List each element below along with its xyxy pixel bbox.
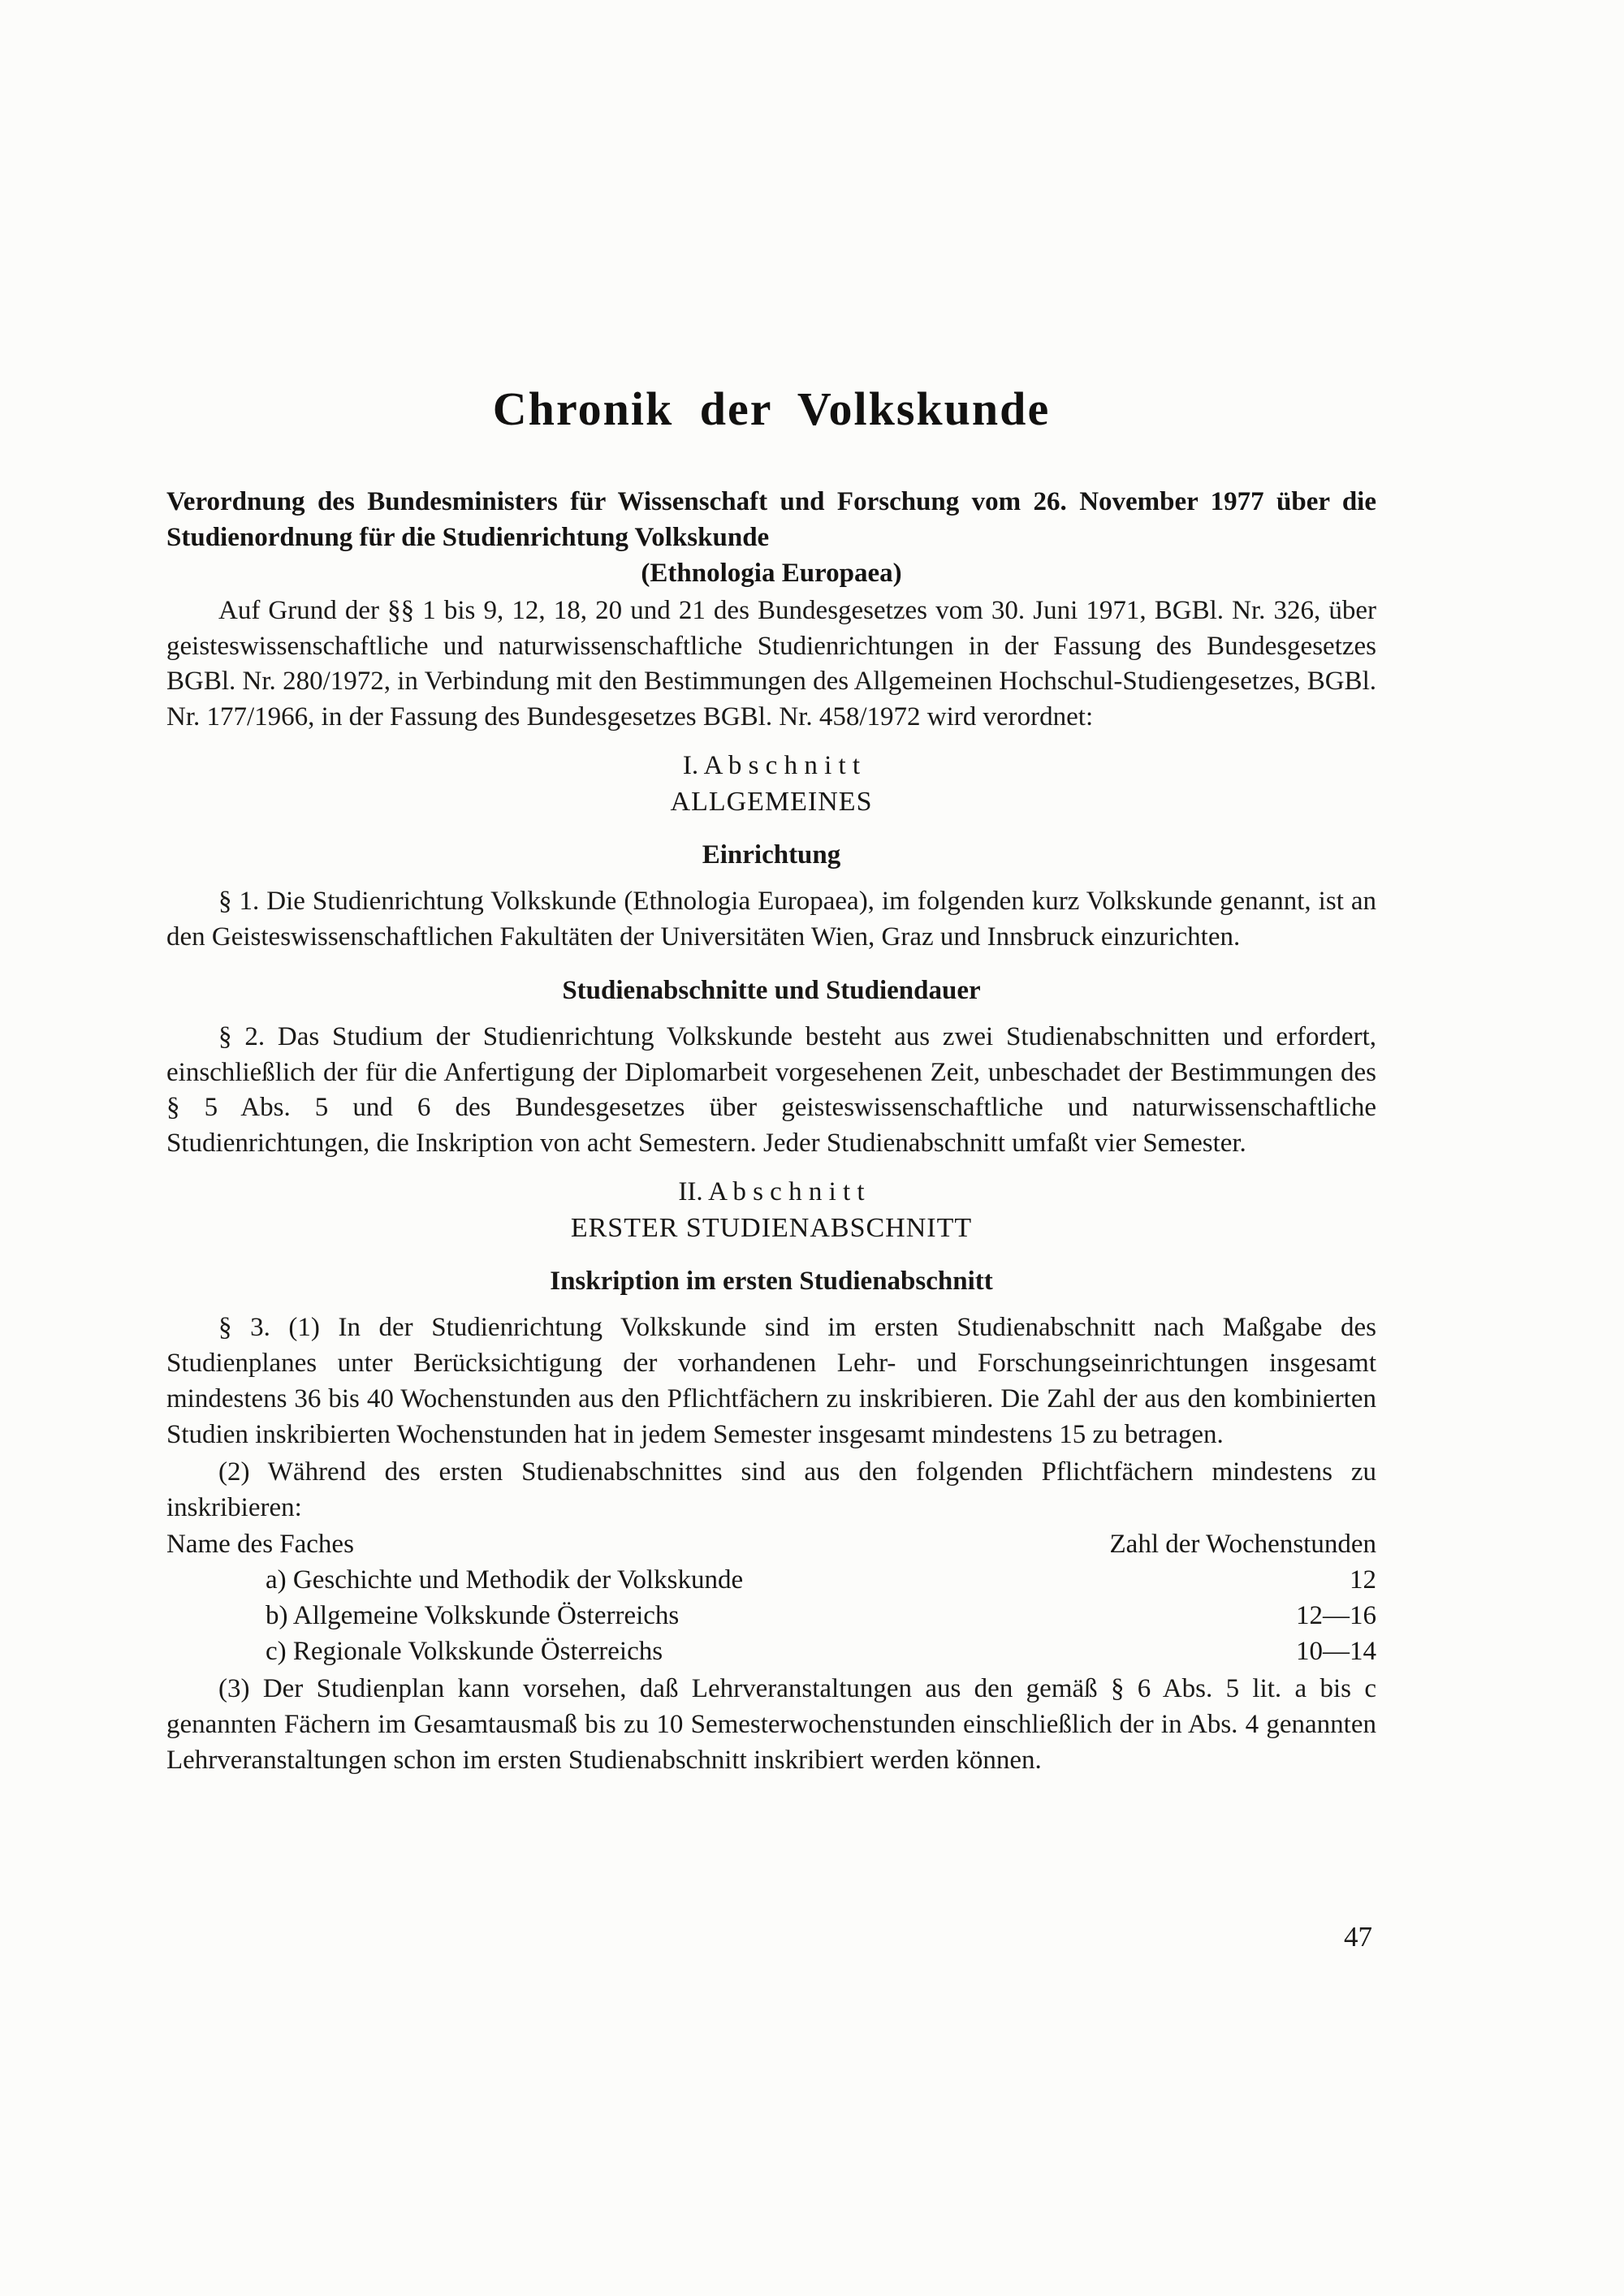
subjects-table-header-row [166,1527,1376,1563]
subjects-table [166,1527,1376,1670]
paragraph-3-1: § 3. (1) In der Studienrichtung Volkskunde sind im ersten Studienabschnitt nach Maßgabe des Studienplanes unter Berücksichtigung der vorhandenen Lehr- und Forschungseinrichtungen insgesamt mindestens 36 bis 40 Wochenstunden aus den Pflichtfächern zu inskribieren. Die Zahl der aus den kombinierten Studien inskribierten Wochenstunden hat in jedem Semester insgesamt mindestens 15 zu betragen. [166,1313,1376,1449]
page-title: Chronik der Volkskunde [492,382,1051,435]
section-2-title: ERSTER STUDIENABSCHNITT [570,1213,973,1244]
hours-cell: 12 [1350,1565,1376,1595]
decree-heading-subtitle: (Ethnologia Europaea) [641,558,902,588]
subject-cell: a) Geschichte und Methodik der Volkskunde [266,1565,744,1595]
text-column [166,382,1376,1779]
paragraph-3-3: (3) Der Studienplan kann vorsehen, daß Lehrveranstaltungen aus den gemäß § 6 Abs. 5 lit. a bis c genannten Fächern im Gesamtausmaß bis zu 10 Semesterwochenstunden einschließlich der in Abs. 4 genannten Lehrveranstaltungen schon im ersten Studienabschnitt inskribiert werden können. [166,1673,1376,1775]
table-row [166,1634,1376,1670]
hours-cell: 12—16 [1296,1601,1376,1631]
decree-heading: Verordnung des Bundesministers für Wissenschaft und Forschung vom 26. November 1977 über die Studienordnung für die Studienrichtung Volkskunde [166,487,1376,552]
heading-inskription: Inskription im ersten Studienabschnitt [550,1267,993,1297]
section-1-label: I. A b s c h n i t t [682,751,861,781]
paragraph-1: § 1. Die Studienrichtung Volkskunde (Ethnologia Europaea), im folgenden kurz Volkskunde genannt, ist an den Geisteswissenschaftlichen Fakultäten der Universitäten Wien, Graz und Innsbruck einzurichten. [166,887,1376,952]
paragraph-3-2: (2) Während des ersten Studienabschnittes sind aus den folgenden Pflichtfächern mindestens zu inskribieren: [166,1457,1376,1522]
paragraph-2: § 2. Das Studium der Studienrichtung Volkskunde besteht aus zwei Studienabschnitten und erfordert, einschließlich der für die Anfertigung der Diplomarbeit vorgesehenen Zeit, unbeschadet der Bestimmungen des § 5 Abs. 5 und 6 des Bundesgesetzes über geisteswissenschaftliche und naturwissenschaftliche Studienrichtungen, die Inskription von acht Semestern. Jeder Studienabschnitt umfaßt vier Semester. [166,1021,1376,1159]
subject-cell: c) Regionale Volkskunde Österreichs [266,1637,663,1667]
subject-cell: b) Allgemeine Volkskunde Österreichs [266,1601,680,1631]
section-1-title: ALLGEMEINES [670,787,873,817]
table-row [166,1563,1376,1599]
hours-cell: 10—14 [1296,1637,1376,1667]
heading-studienabschnitte: Studienabschnitte und Studiendauer [562,975,981,1005]
hours-column-header: Zahl der Wochenstunden [1109,1530,1376,1560]
section-2-label: II. A b s c h n i t t [678,1177,865,1207]
subjects-column-header: Name des Faches [166,1530,354,1560]
legal-basis-paragraph: Auf Grund der §§ 1 bis 9, 12, 18, 20 und 21 des Bundesgesetzes vom 30. Juni 1971, BGBl. Nr. 326, über geisteswissenschaftliche und naturwissenschaftliche Studienrichtungen in der Fassung des Bundesgesetzes BGBl. Nr. 280/1972, in Verbindung mit den Bestimmungen des Allgemeinen Hochschul-Studiengesetzes, BGBl. Nr. 177/1966, in der Fassung des Bundesgesetzes BGBl. Nr. 458/1972 wird verordnet: [166,595,1376,732]
page-number: 47 [1344,1921,1372,1953]
heading-einrichtung: Einrichtung [702,840,841,870]
table-row [166,1599,1376,1634]
